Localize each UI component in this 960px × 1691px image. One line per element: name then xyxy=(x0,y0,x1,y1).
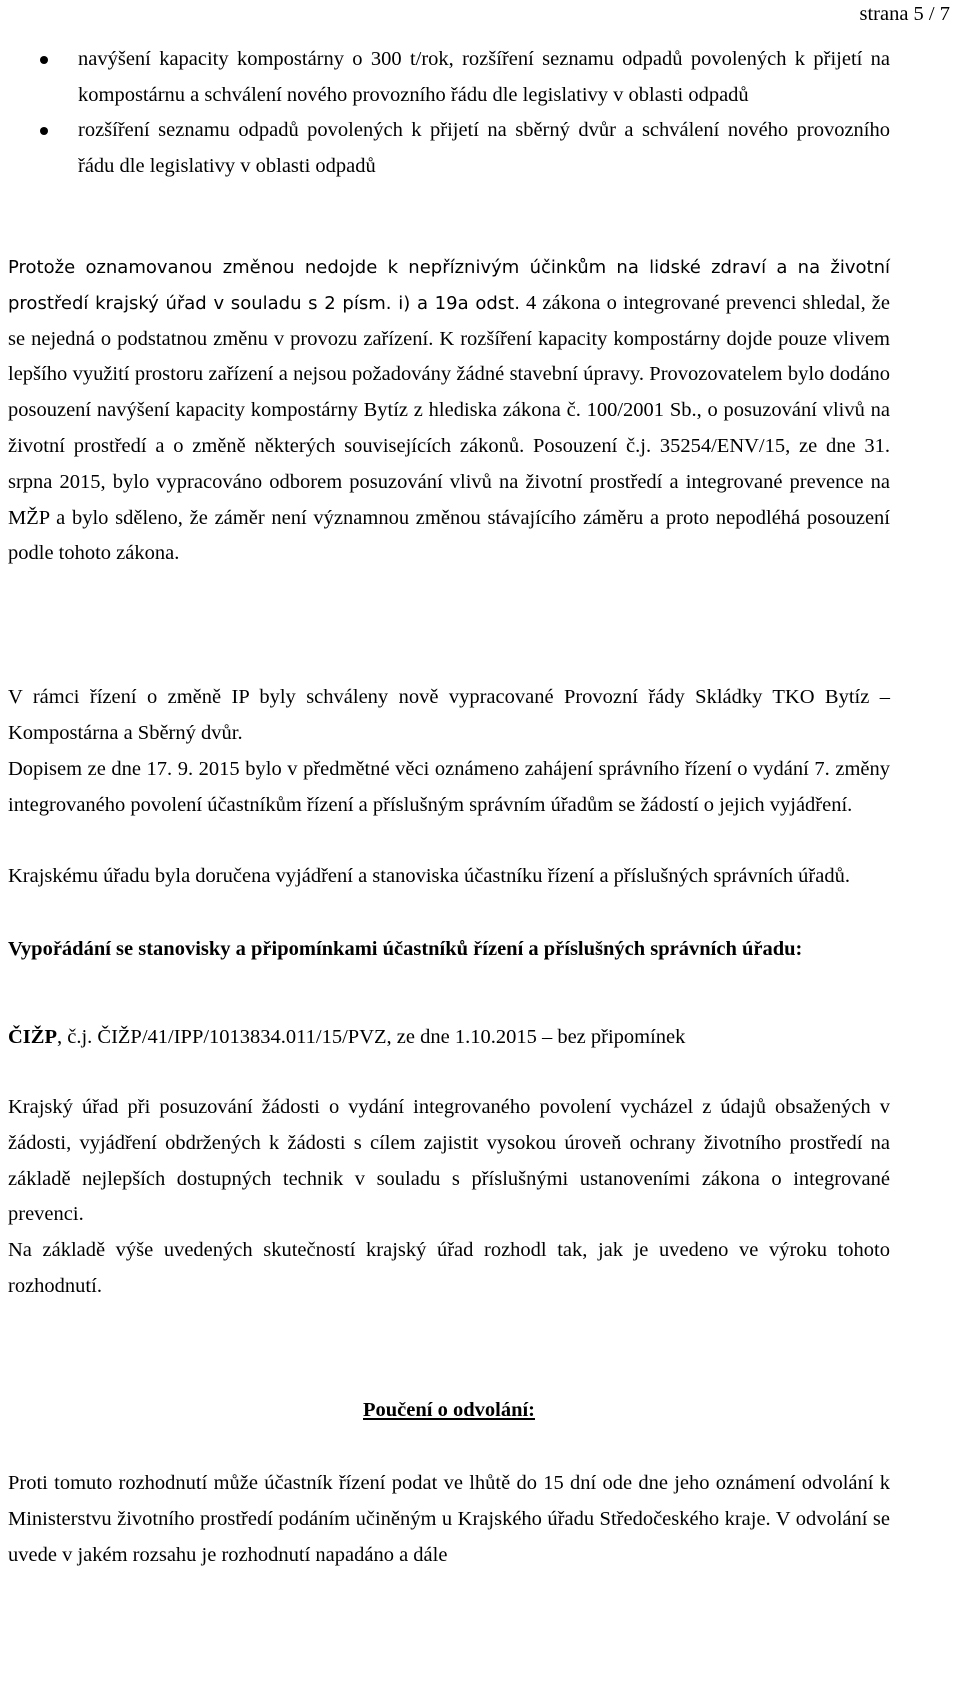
paragraph-assessment: Protože oznamovanou změnou nedojde k nepříznivým účinkům na lidské zdraví a na životní prostředí krajský úřad v souladu s 2 písm. i) a 19a odst. 4 zákona o integrované prevenci shledal, že se nejedná o podstatnou změnu v provozu zařízení. K rozšíření kapacity kompostárny dojde pouze vlivem lepšího využití prostoru zařízení a nejsou požadovány žádné stavební úpravy. Provozovatelem bylo dodáno posouzení navýšení kapacity kompostárny Bytíz z hlediska zákona č. 100/2001 Sb., o posuzování vlivů na životní prostředí a o změně některých souvisejících zákonů. Posouzení č.j. 35254/ENV/15, ze dne 31. srpna 2015, bylo vypracováno odborem posuzování vlivů na životní prostředí a integrované prevence na MŽP a bylo sděleno, že záměr není významnou změnou stávajícího záměru a proto nepodléhá posouzení podle tohoto zákona. xyxy=(8,257,891,565)
paragraph-operating-rules: V rámci řízení o změně IP byly schváleny nově vypracované Provozní řády Skládky TKO Bytíz – Kompostárna a Sběrný dvůr. xyxy=(8,686,890,744)
paragraph-appeal: Proti tomuto rozhodnutí může účastník řízení podat ve lhůtě do 15 dní ode dne jeho oznámení odvolání k Ministerstvu životního prostředí podáním učiněným u Krajského úřadu Středočeského kraje. V odvolání se uvede v jakém rozsahu je rozhodnutí napadáno a dále xyxy=(8,1472,890,1566)
paragraph-letter: Dopisem ze dne 17. 9. 2015 bylo v předmětné věci oznámeno zahájení správního řízení o vydání 7. změny integrovaného povolení účastníkům řízení a příslušným správním úřadům se žádostí o jejich vyjádření. xyxy=(8,758,890,816)
bullet-list xyxy=(8,42,890,184)
paragraph-statements: Krajskému úřadu byla doručena vyjádření a stanoviska účastníku řízení a příslušných správních úřadů. xyxy=(8,865,850,887)
bullet-icon xyxy=(40,127,48,135)
heading-appeal: Poučení o odvolání: xyxy=(363,1399,535,1421)
cizp-line: ČIŽP, č.j. ČIŽP/41/IPP/1013834.011/15/PVZ, ze dne 1.10.2015 – bez připomínek xyxy=(8,1026,686,1048)
list-item: navýšení kapacity kompostárny o 300 t/rok, rozšíření seznamu odpadů povolených k přijetí na kompostárnu a schválení nového provozního řádu dle legislativy v oblasti odpadů xyxy=(8,42,890,113)
list-item: rozšíření seznamu odpadů povolených k přijetí na sběrný dvůr a schválení nového provozního řádu dle legislativy v oblasti odpadů xyxy=(8,113,890,184)
page-number: strana 5 / 7 xyxy=(859,3,950,25)
paragraph-conclusion: Na základě výše uvedených skutečností krajský úřad rozhodl tak, jak je uvedeno ve výroku tohoto rozhodnutí. xyxy=(8,1239,890,1297)
heading-settlement: Vypořádání se stanovisky a připomínkami účastníků řízení a příslušných správních úřadu: xyxy=(8,938,803,960)
bullet-icon xyxy=(40,56,48,64)
paragraph-assessment-basis: Krajský úřad při posuzování žádosti o vydání integrovaného povolení vycházel z údajů obsažených v žádosti, vyjádření obdržených k žádosti s cílem zajistit vysokou úroveň ochrany životního prostředí na základě nejlepších dostupných technik v souladu s příslušnými ustanoveními zákona o integrované prevenci. xyxy=(8,1096,890,1226)
